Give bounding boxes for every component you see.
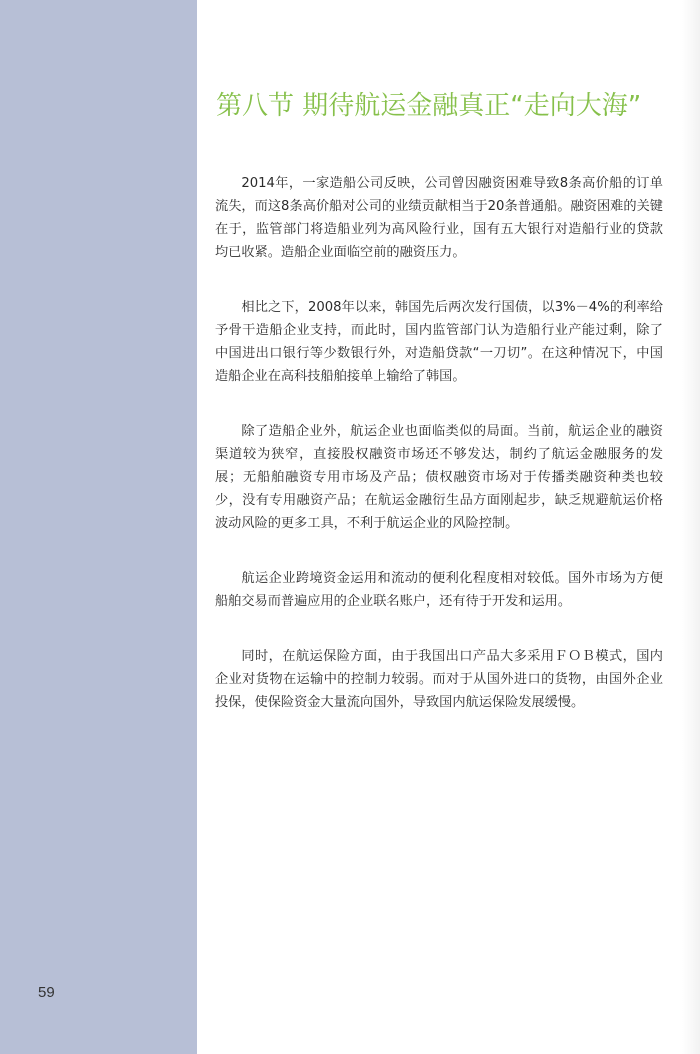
- paragraph-2: 相比之下，2008年以来，韩国先后两次发行国债，以3%－4%的利率给予骨干造船企业支持，而此时，国内监管部门认为造船行业产能过剩，除了中国进出口银行等少数银行外，对造船贷款“一刀切”。在这种情况下，中国造船企业在高科技船舶接单上输给了韩国。: [215, 300, 663, 384]
- page-content: [197, 0, 700, 1054]
- page-edge-shadow: [682, 0, 700, 1054]
- section-title: 第八节 期待航运金融真正“走向大海”: [216, 91, 642, 121]
- paragraph-5: 同时，在航运保险方面，由于我国出口产品大多采用ＦＯＢ模式，国内企业对货物在运输中的控制力较弱。而对于从国外进口的货物，由国外企业投保，使保险资金大量流向国外，导致国内航运保险发展缓慢。: [215, 649, 663, 710]
- body-text: [215, 172, 663, 746]
- paragraph-1: 2014年，一家造船公司反映，公司曾因融资困难导致8条高价船的订单流失，而这8条高价船对公司的业绩贡献相当于20条普通船。融资困难的关键在于，监管部门将造船业列为高风险行业，国有五大银行对造船行业的贷款均已收紧。造船企业面临空前的融资压力。: [215, 176, 663, 260]
- left-sidebar-band: [0, 0, 197, 1054]
- page-number: 59: [38, 984, 55, 1001]
- paragraph-4: 航运企业跨境资金运用和流动的便利化程度相对较低。国外市场为方便船舶交易而普遍应用的企业联名账户，还有待于开发和运用。: [215, 571, 663, 609]
- paragraph-3: 除了造船企业外，航运企业也面临类似的局面。当前，航运企业的融资渠道较为狭窄，直接股权融资市场还不够发达，制约了航运金融服务的发展；无船舶融资专用市场及产品；债权融资市场对于传播类融资种类也较少，没有专用融资产品；在航运金融衍生品方面刚起步，缺乏规避航运价格波动风险的更多工具，不利于航运企业的风险控制。: [215, 424, 663, 531]
